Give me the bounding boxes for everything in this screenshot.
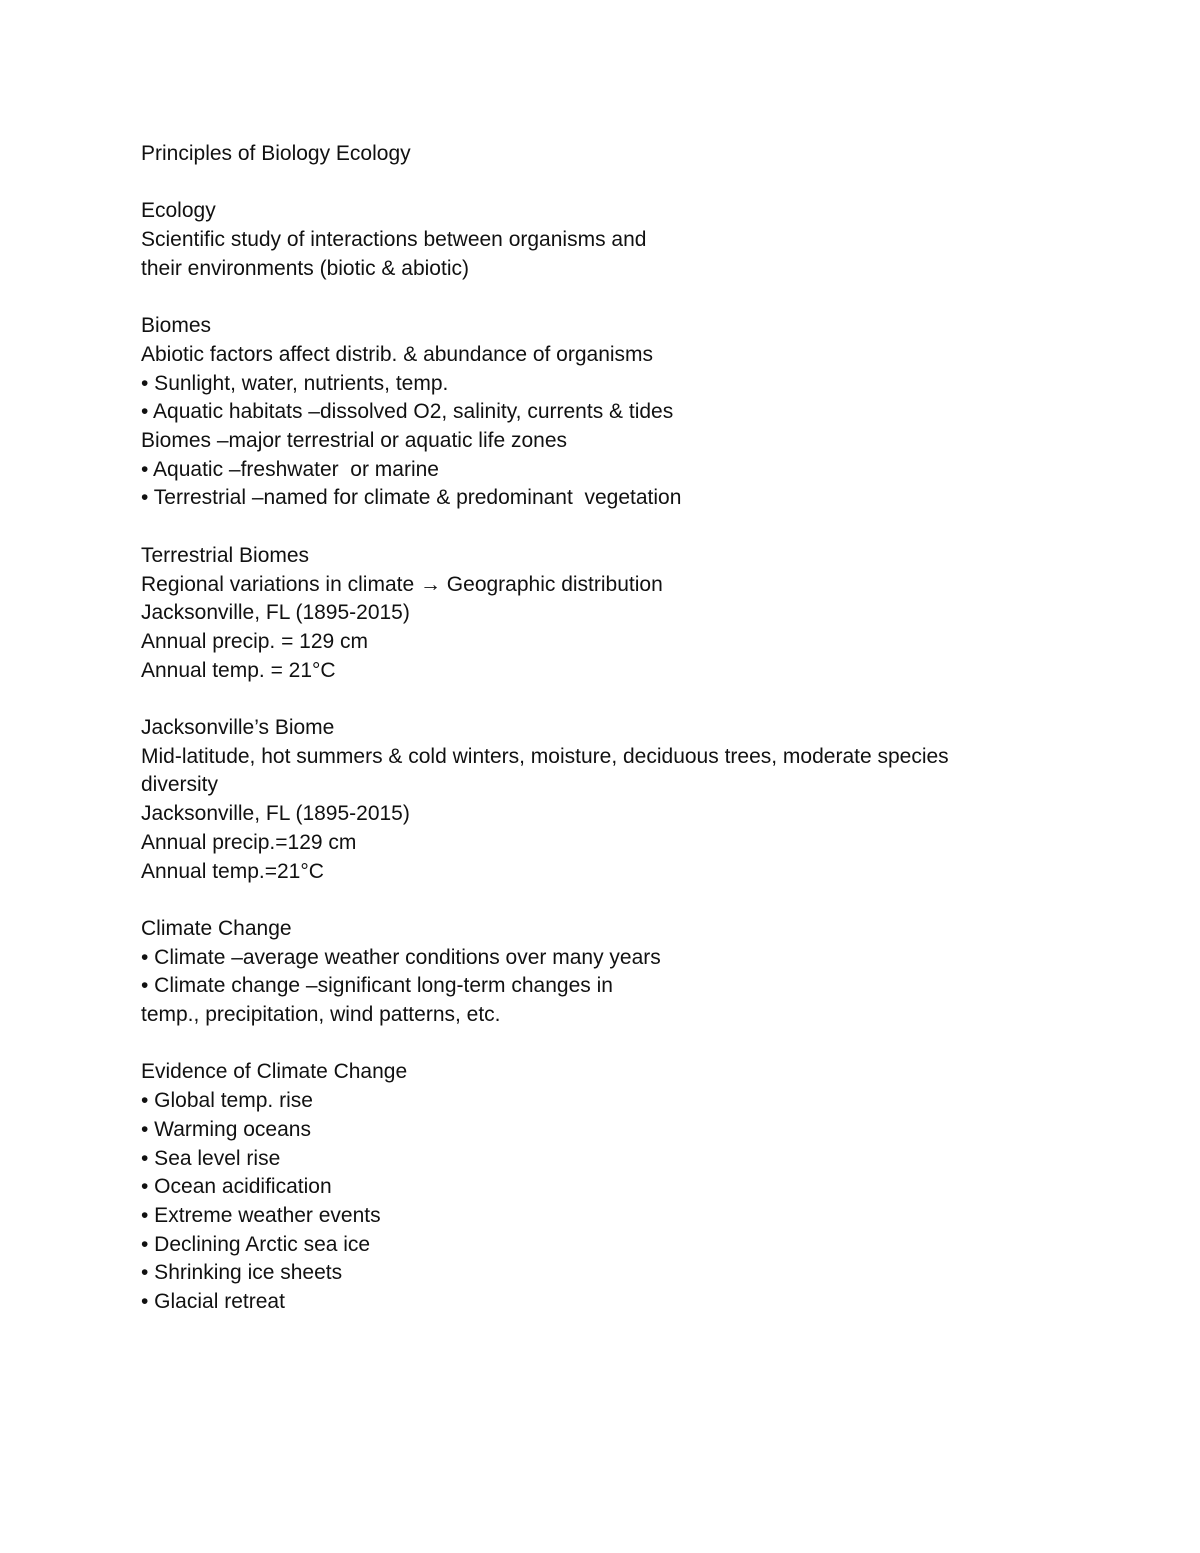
bullet-item: • Terrestrial –named for climate & predominant vegetation — [141, 486, 682, 510]
text-line: Annual precip. = 129 cm — [141, 629, 369, 653]
bullet-item: • Ocean acidification — [141, 1175, 332, 1199]
section-ecology — [141, 197, 1041, 283]
section-climate-change — [141, 915, 1041, 1030]
text-line: their environments (biotic & abiotic) — [141, 256, 469, 280]
section-terrestrial-biomes — [141, 542, 1041, 686]
section-heading: Climate Change — [141, 916, 292, 940]
bullet-item: • Climate –average weather conditions over many years — [141, 945, 661, 969]
text-line: Scientific study of interactions between organisms and — [141, 228, 647, 252]
text-line: diversity — [141, 773, 219, 797]
text-line: Annual temp.=21°C — [141, 859, 324, 883]
section-biomes — [141, 312, 1041, 513]
text-line: Annual temp. = 21°C — [141, 658, 336, 682]
text-line: Jacksonville, FL (1895-2015) — [141, 802, 410, 826]
text-line: Annual precip.=129 cm — [141, 830, 357, 854]
section-heading: Terrestrial Biomes — [141, 543, 310, 567]
bullet-item: • Shrinking ice sheets — [141, 1261, 343, 1285]
section-heading: Evidence of Climate Change — [141, 1060, 408, 1084]
text-line: Mid-latitude, hot summers & cold winters, moisture, deciduous trees, moderate species — [141, 744, 949, 768]
section-evidence-of-climate-change — [141, 1058, 1041, 1316]
bullet-item: • Climate change –significant long-term changes in — [141, 974, 613, 998]
bullet-item: • Aquatic –freshwater or marine — [141, 457, 439, 481]
bullet-item: • Global temp. rise — [141, 1089, 313, 1113]
bullet-item: • Sunlight, water, nutrients, temp. — [141, 371, 449, 395]
text-line: temp., precipitation, wind patterns, etc. — [141, 1003, 501, 1027]
bullet-item: • Warming oceans — [141, 1117, 311, 1141]
section-heading: Biomes — [141, 314, 212, 338]
bullet-item: • Sea level rise — [141, 1146, 281, 1170]
title-block — [141, 140, 1041, 169]
section-jacksonvilles-biome — [141, 714, 1041, 886]
text-line: Regional variations in climate → Geographic distribution — [141, 572, 663, 596]
section-heading: Jacksonville’s Biome — [141, 716, 335, 739]
text-line: Jacksonville, FL (1895-2015) — [141, 601, 410, 625]
text-line: Biomes –major terrestrial or aquatic life zones — [141, 429, 568, 452]
bullet-item: • Declining Arctic sea ice — [141, 1232, 371, 1256]
document-body — [141, 140, 1041, 1317]
section-heading: Ecology — [141, 199, 216, 223]
bullet-item: • Aquatic habitats –dissolved O2, salinity, currents & tides — [141, 400, 674, 424]
bullet-item: • Extreme weather events — [141, 1203, 381, 1227]
document-title: Principles of Biology Ecology — [141, 142, 411, 165]
text-line: Abiotic factors affect distrib. & abundance of organisms — [141, 342, 654, 366]
bullet-item: • Glacial retreat — [141, 1290, 285, 1314]
